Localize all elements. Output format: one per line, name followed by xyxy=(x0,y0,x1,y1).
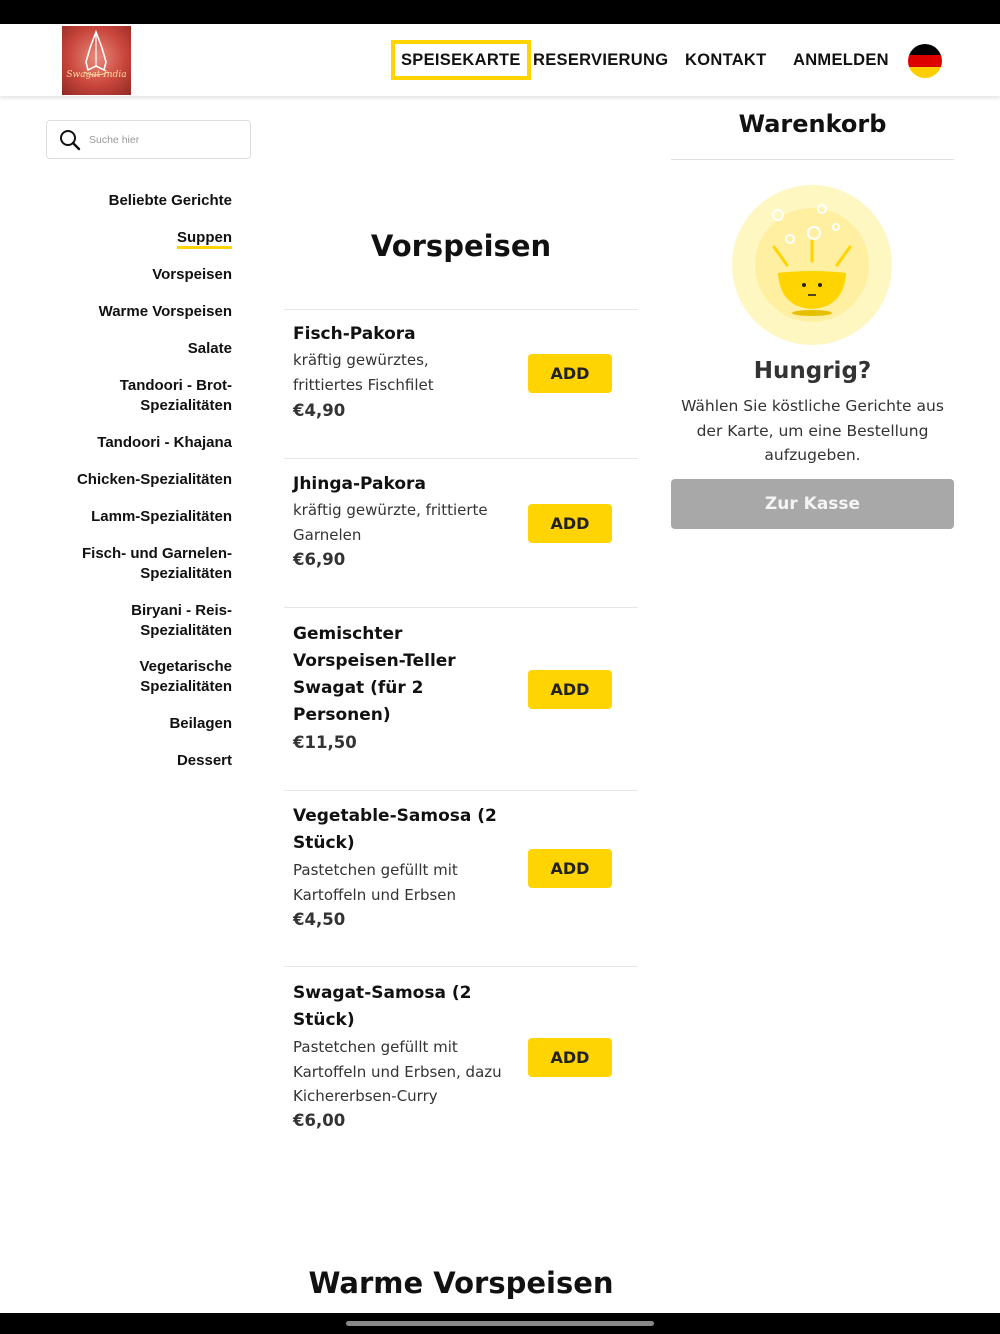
add-button[interactable]: ADD xyxy=(528,504,612,543)
menu-item-price: €4,90 xyxy=(293,401,346,420)
category-salate[interactable]: Salate xyxy=(187,340,232,357)
germany-flag-icon[interactable] xyxy=(908,44,942,78)
logo-text: Swagat India xyxy=(66,70,127,80)
category-dessert[interactable]: Dessert xyxy=(176,752,232,769)
category-beliebte-gerichte[interactable]: Beliebte Gerichte xyxy=(108,192,232,209)
menu-item-name: Fisch-Pakora xyxy=(293,324,416,344)
menu-item-description: kräftig gewürzte, frittierte Garnelen xyxy=(293,501,488,544)
header xyxy=(0,24,1000,96)
menu-item-price: €11,50 xyxy=(293,733,357,752)
category-vegetarisch[interactable]: Vegetarische Spezialitäten xyxy=(139,658,232,695)
menu-item-price: €6,90 xyxy=(293,550,346,569)
menu-item-price: €6,00 xyxy=(293,1111,346,1130)
category-warme-vorspeisen[interactable]: Warme Vorspeisen xyxy=(98,303,232,320)
hungry-bowl-icon xyxy=(732,185,892,345)
add-button[interactable]: ADD xyxy=(528,1038,612,1077)
menu-item xyxy=(284,309,638,459)
menu-item-description: Pastetchen gefüllt mit Kartoffeln und Erbsen xyxy=(293,861,458,904)
category-vorspeisen[interactable]: Vorspeisen xyxy=(152,266,232,283)
nav-speisekarte[interactable]: SPEISEKARTE xyxy=(391,40,531,80)
menu-item-name: Vegetable-Samosa (2 Stück) xyxy=(293,806,497,853)
nav-reservierung[interactable]: RESERVIERUNG xyxy=(533,51,669,69)
menu-item-name: Gemischter Vorspeisen-Teller Swagat (für 2 Personen) xyxy=(293,624,456,725)
cart-empty-text: Wählen Sie köstliche Gerichte aus der Karte, um eine Bestellung aufzugeben. xyxy=(681,397,944,464)
restaurant-logo[interactable] xyxy=(62,26,131,95)
menu-item-price: €4,50 xyxy=(293,910,346,929)
menu-item xyxy=(284,790,638,967)
checkout-button[interactable]: Zur Kasse xyxy=(671,479,954,529)
menu-item-description: Pastetchen gefüllt mit Kartoffeln und Erbsen, dazu Kichererbsen-Curry xyxy=(293,1038,502,1105)
search-input[interactable] xyxy=(89,129,239,151)
menu-item-name: Jhinga-Pakora xyxy=(293,474,426,494)
menu-item-name: Swagat-Samosa (2 Stück) xyxy=(293,983,472,1030)
search-icon xyxy=(59,129,81,151)
add-button[interactable]: ADD xyxy=(528,670,612,709)
add-button[interactable]: ADD xyxy=(528,354,612,393)
menu-item xyxy=(284,607,638,791)
category-fisch-garnelen[interactable]: Fisch- und Garnelen-Spezialitäten xyxy=(81,545,232,582)
cart-empty-title: Hungrig? xyxy=(753,358,872,384)
menu-item xyxy=(284,458,638,608)
section-title-vorspeisen: Vorspeisen xyxy=(370,229,552,263)
add-button[interactable]: ADD xyxy=(528,849,612,888)
cart-title: Warenkorb xyxy=(738,110,887,138)
category-tandoori-khajana[interactable]: Tandoori - Khajana xyxy=(97,434,232,451)
nav-kontakt[interactable]: KONTAKT xyxy=(685,51,767,69)
nav-anmelden[interactable]: ANMELDEN xyxy=(793,51,889,69)
category-lamm[interactable]: Lamm-Spezialitäten xyxy=(91,508,232,525)
menu-item-description: kräftig gewürztes, frittiertes Fischfilet xyxy=(293,351,434,394)
category-suppen[interactable]: Suppen xyxy=(40,228,232,248)
category-beilagen[interactable]: Beilagen xyxy=(169,715,232,732)
category-tandoori-brot[interactable]: Tandoori - Brot-Spezialitäten xyxy=(119,377,232,414)
home-indicator[interactable] xyxy=(346,1321,654,1326)
category-chicken[interactable]: Chicken-Spezialitäten xyxy=(76,471,232,488)
namaste-hands-icon xyxy=(62,26,131,95)
menu-item xyxy=(284,966,638,1146)
category-biryani[interactable]: Biryani - Reis-Spezialitäten xyxy=(131,602,232,639)
status-bar xyxy=(0,0,1000,24)
search-box xyxy=(46,120,251,159)
cart-divider xyxy=(671,159,954,160)
section-title-warme-vorspeisen: Warme Vorspeisen xyxy=(308,1266,614,1300)
